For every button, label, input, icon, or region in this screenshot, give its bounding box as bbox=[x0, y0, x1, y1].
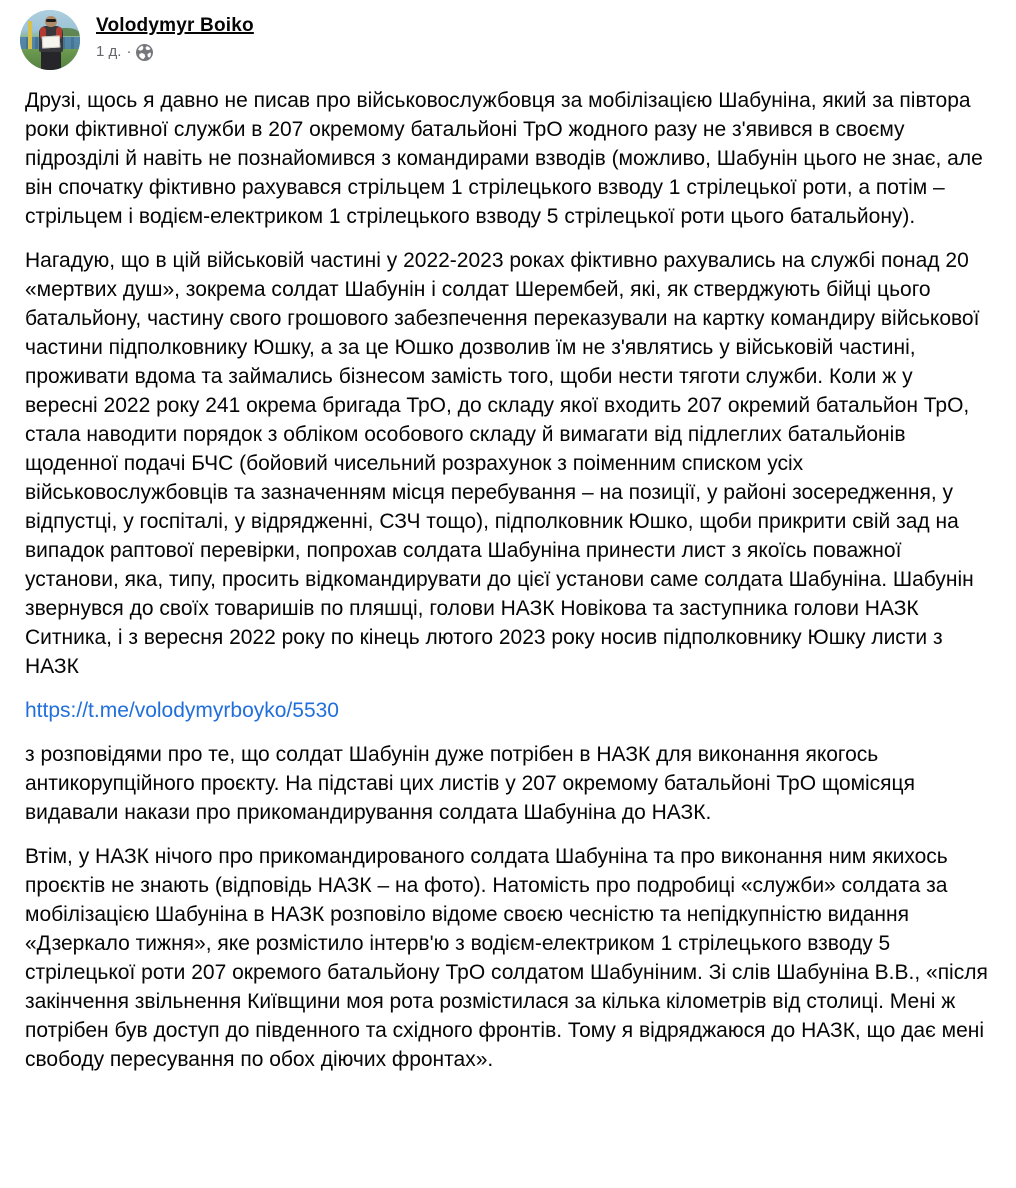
avatar-pole bbox=[28, 21, 32, 49]
post-header bbox=[0, 0, 1016, 74]
post-body bbox=[0, 74, 1016, 1092]
avatar-legs bbox=[41, 52, 61, 70]
post-link-row bbox=[25, 696, 990, 725]
globe-icon bbox=[136, 44, 153, 61]
post-paragraph: Втім, у НАЗК нічого про прикомандированого солдата Шабуніна та про виконання ним якихось проєктів не знають (відповідь НАЗК – на фото). Натомість про подробиці «служби» солдата за мобілізацією Шабуніна в НАЗК розповіло відоме своєю чесністю та непідкупністю видання «Дзеркало тижня», яке розмістило інтерв'ю з водієм-електриком 1 стрілецького взводу 5 стрілецької роти 207 окремого батальйону ТрО солдатом Шабуніним. Зі слів Шабуніна В.В., «після закінчення звільнення Київщини моя рота розмістилася за кілька кілометрів від столиці. Мені ж потрібен був доступ до південного та східного фронтів. Тому я відряджаюся до НАЗК, що дає мені свободу пересування по обох діючих фронтах». bbox=[25, 845, 988, 1071]
post-paragraph: Нагадую, що в цій військовій частині у 2022-2023 роках фіктивно рахувались на службі понад 20 «мертвих душ», зокрема солдат Шабунін і солдат Шерембей, які, як стверджують бійці цього батальйону, частину свого грошового забезпечення переказували на картку командиру військової частини підполковнику Юшку, а за це Юшко дозволив їм не з'являтись у військовій частині, проживати вдома та займались бізнесом замість того, щоби нести тяготи служби. Коли ж у вересні 2022 року 241 окрема бригада ТрО, до складу якої входить 207 окремий батальйон ТрО, стала наводити порядок з обліком особового складу й вимагати від підлеглих батальйонів щоденної подачі БЧС (бойовий чисельний розрахунок з поіменним списком усіх військовослужбовців та зазначенням місця перебування – на позиції, у районі зосередження, у відпустці, у госпіталі, у відрядженні, СЗЧ тощо), підполковник Юшко, щоби прикрити свій зад на випадок раптової перевірки, попрохав солдата Шабуніна принести лист з якоїсь поважної установи, яка, типу, просить відкомандирувати до цієї установи саме солдата Шабуніна. Шабунін звернувся до своїх товаришів по пляшці, голови НАЗК Новікова та заступника голови НАЗК Ситника, і з вересня 2022 року по кінець лютого 2023 року носив підполковнику Юшку листи з НАЗК bbox=[25, 249, 980, 678]
post-paragraph: Друзі, щось я давно не писав про військовослужбовця за мобілізацією Шабуніна, який за півтора роки фіктивної служби в 207 окремому батальйоні ТрО жодного разу не з'явився в своєму підрозділі й навіть не познайомився з командирами взводів (можливо, Шабунін цього не знає, але він спочатку фіктивно рахувався стрільцем 1 стрілецького взводу 1 стрілецької роти, а потім – стрільцем і водієм-електриком 1 стрілецького взводу 5 стрілецької роти цього батальйону). bbox=[25, 89, 983, 228]
timestamp[interactable]: 1 д. bbox=[96, 43, 122, 60]
avatar-sunglasses bbox=[46, 19, 56, 22]
avatar-paper bbox=[42, 36, 61, 49]
avatar[interactable] bbox=[20, 10, 80, 70]
telegram-link[interactable]: https://t.me/volodymyrboyko/5530 bbox=[25, 699, 339, 722]
header-info bbox=[96, 10, 254, 61]
meta-separator: · bbox=[126, 43, 132, 60]
post-meta bbox=[96, 43, 254, 61]
author-link[interactable]: Volodymyr Boiko bbox=[96, 15, 254, 36]
post-paragraph: з розповідями про те, що солдат Шабунін дуже потрібен в НАЗК для виконання якогось антикорупційного проєкту. На підставі цих листів у 207 окремому батальйоні ТрО щомісяця видавали накази про прикомандирування солдата Шабуніна до НАЗК. bbox=[25, 743, 915, 824]
